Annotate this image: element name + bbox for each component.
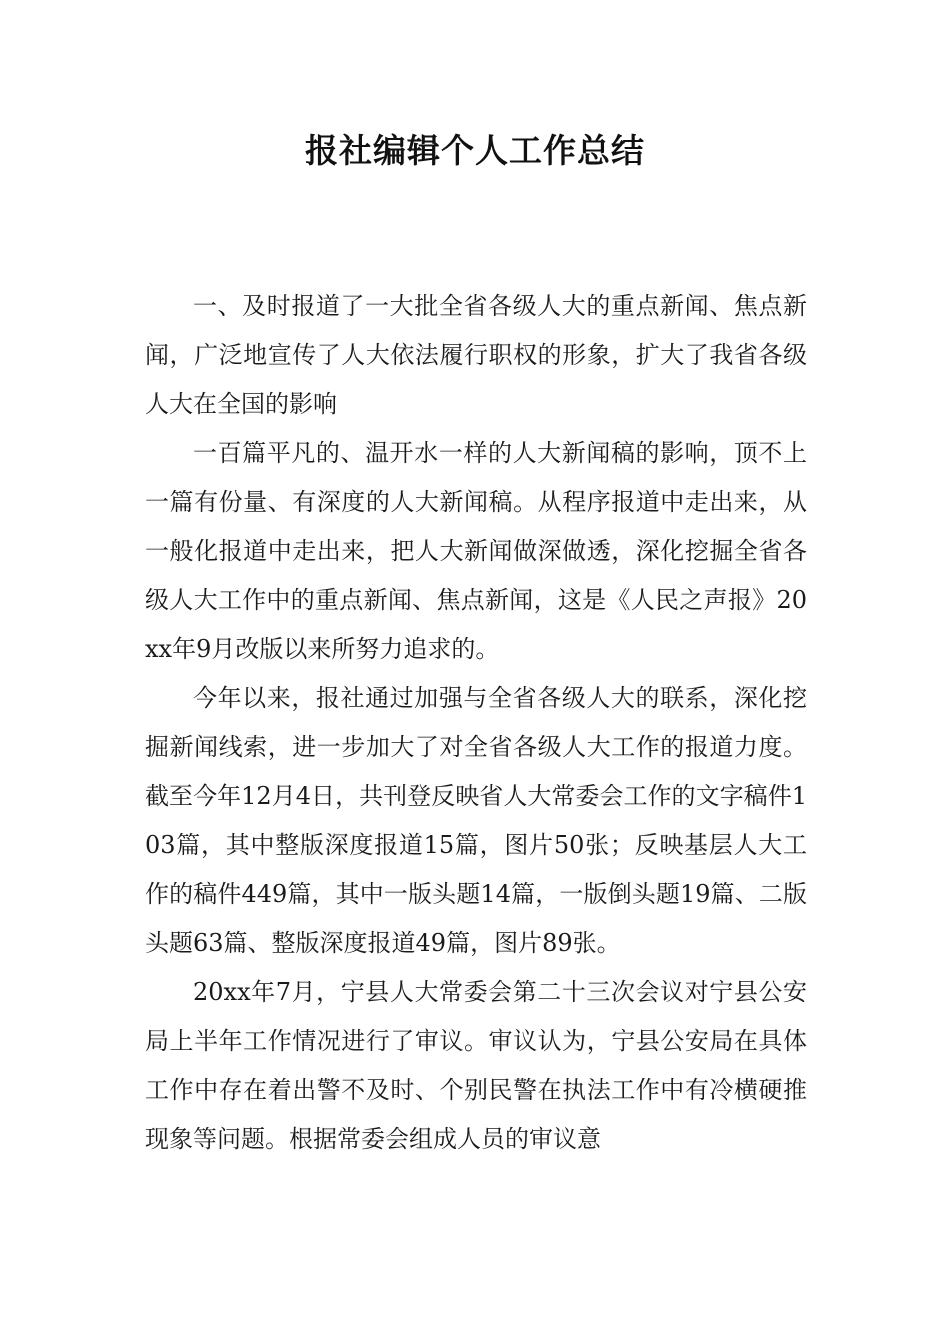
paragraph-1: 一、及时报道了一大批全省各级人大的重点新闻、焦点新闻，广泛地宣传了人大依法履行职权的形象，扩大了我省各级人大在全国的影响	[145, 292, 807, 418]
document-title: 报社编辑个人工作总结	[305, 131, 645, 170]
paragraph-3: 今年以来，报社通过加强与全省各级人大的联系，深化挖掘新闻线索，进一步加大了对全省各级人大工作的报道力度。截至今年12月4日，共刊登反映省人大常委会工作的文字稿件103篇，其中整版深度报道15篇，图片50张；反映基层人大工作的稿件449篇，其中一版头题14篇，一版倒头题19篇、二版头题63篇、整版深度报道49篇，图片89张。	[145, 684, 807, 957]
document-body	[145, 282, 807, 1164]
paragraph-4: 20xx年7月，宁县人大常委会第二十三次会议对宁县公安局上半年工作情况进行了审议。审议认为，宁县公安局在具体工作中存在着出警不及时、个别民警在执法工作中有冷横硬推现象等问题。根据常委会组成人员的审议意	[145, 978, 807, 1153]
paragraph-2: 一百篇平凡的、温开水一样的人大新闻稿的影响，顶不上一篇有份量、有深度的人大新闻稿。从程序报道中走出来，从一般化报道中走出来，把人大新闻做深做透，深化挖掘全省各级人大工作中的重点新闻、焦点新闻，这是《人民之声报》20xx年9月改版以来所努力追求的。	[145, 439, 807, 663]
